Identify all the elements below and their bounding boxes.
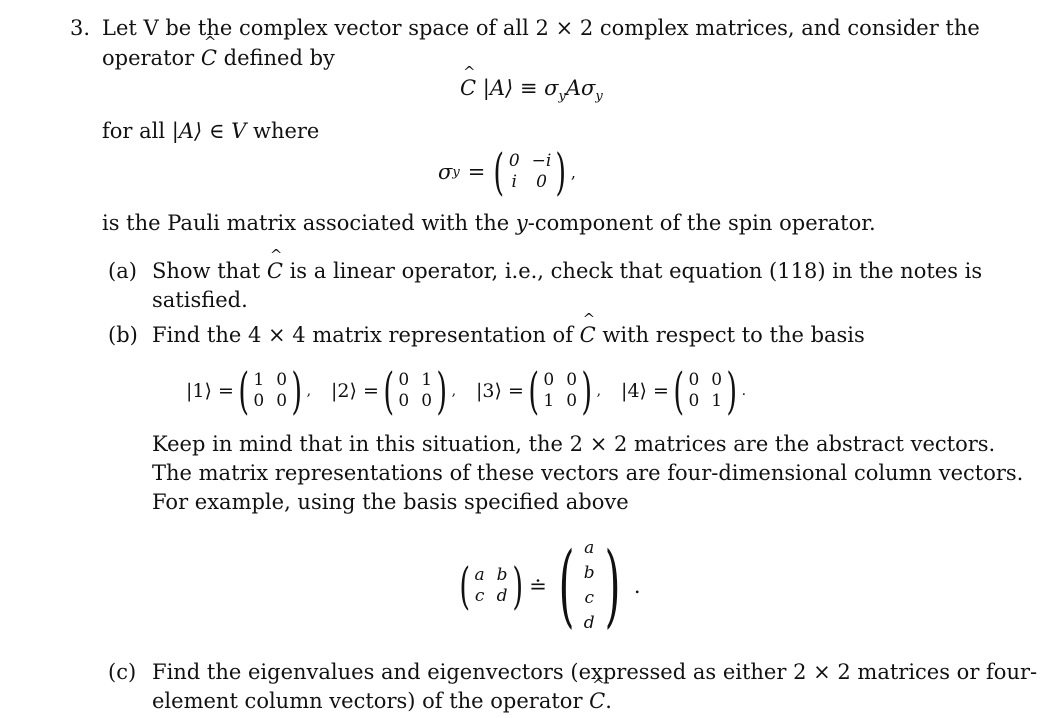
part-a-text-b: is a linear operator, i.e., check that equation (118) in the notes is bbox=[289, 259, 983, 283]
def-sub-y2: y bbox=[595, 89, 603, 105]
left-paren: ( bbox=[238, 362, 249, 420]
column-entry: d bbox=[583, 613, 595, 633]
doteq-symbol: ≐ bbox=[529, 574, 547, 598]
basis-ket-label: |3⟩ = bbox=[476, 380, 524, 402]
matrix-entry: 0 bbox=[566, 391, 578, 411]
intro-operator-word: operator bbox=[102, 46, 195, 70]
matrix-entry: 0 bbox=[566, 370, 578, 390]
right-paren: ) bbox=[726, 362, 738, 420]
basis-sep: , bbox=[306, 383, 312, 399]
part-b-text-a: Find the 4 × 4 matrix representation of bbox=[152, 323, 573, 347]
basis-sep: . bbox=[741, 383, 747, 399]
matrix-entry: a bbox=[474, 565, 485, 585]
right-paren: ) bbox=[555, 143, 567, 201]
pauli-text-b: -component of the spin operator. bbox=[527, 211, 876, 235]
part-c-c-hat: ^ C bbox=[589, 689, 605, 713]
def-sub-y1: y bbox=[558, 89, 566, 105]
right-paren: ) bbox=[291, 362, 303, 420]
matrix-entry: 0 bbox=[276, 370, 288, 390]
part-c-period: . bbox=[605, 689, 612, 713]
matrix-entry: 0 bbox=[711, 370, 723, 390]
example-equation bbox=[455, 527, 641, 645]
example-matrix bbox=[475, 565, 508, 607]
problem-number: 3. bbox=[70, 16, 91, 40]
part-b-c-hat: ^ C bbox=[580, 323, 596, 347]
matrix-entry: 0 bbox=[508, 151, 520, 171]
part-b-label: (b) bbox=[108, 323, 138, 347]
intro-line-1: Let V be the complex vector space of all 2 × 2 complex matrices, and consider the bbox=[102, 16, 980, 40]
part-a-text-a: Show that bbox=[152, 259, 261, 283]
part-c-text-a: element column vectors) of the operator bbox=[152, 689, 583, 713]
basis-ket-4 bbox=[621, 362, 747, 420]
matrix-entry: 1 bbox=[543, 391, 555, 411]
sigma-sub-y: y bbox=[452, 164, 460, 180]
intro-defined-by: defined by bbox=[223, 46, 335, 70]
part-c-label: (c) bbox=[108, 660, 137, 684]
basis-sep: , bbox=[596, 383, 602, 399]
for-all-where: where bbox=[252, 119, 320, 143]
left-paren: ( bbox=[673, 362, 685, 420]
matrix-entry: i bbox=[511, 172, 517, 192]
matrix-entry: 1 bbox=[421, 370, 433, 390]
matrix-entry: 0 bbox=[398, 391, 410, 411]
left-paren: ( bbox=[459, 557, 471, 615]
right-paren: ) bbox=[436, 362, 448, 420]
basis-ket-3 bbox=[476, 362, 602, 420]
basis-sep: , bbox=[451, 383, 457, 399]
basis-ket-label: |1⟩ = bbox=[186, 380, 234, 402]
intro-line-2 bbox=[102, 46, 335, 70]
example-column bbox=[584, 536, 595, 636]
column-entry: b bbox=[583, 563, 595, 583]
basis-ket-2 bbox=[331, 362, 457, 420]
pauli-text-a: is the Pauli matrix associated with the bbox=[102, 211, 510, 235]
part-b-para-line-2: The matrix representations of these vectors are four-dimensional column vectors. bbox=[152, 461, 1024, 485]
part-c-line-2 bbox=[152, 689, 612, 713]
part-c-line-1: Find the eigenvalues and eigenvectors (expressed as either 2 × 2 matrices or four- bbox=[152, 660, 1038, 684]
sigma-equals: = bbox=[467, 160, 486, 184]
right-paren: ) bbox=[604, 533, 621, 638]
part-b-text-b: with respect to the basis bbox=[602, 323, 865, 347]
basis-matrix bbox=[398, 370, 432, 412]
left-paren: ( bbox=[528, 362, 540, 420]
part-a-line-1 bbox=[152, 259, 982, 283]
part-a-label: (a) bbox=[108, 259, 137, 283]
left-paren: ( bbox=[383, 362, 395, 420]
matrix-entry: b bbox=[496, 565, 508, 585]
basis-ket-label: |4⟩ = bbox=[621, 380, 669, 402]
matrix-entry: 0 bbox=[253, 391, 265, 411]
operator-c-hat: ^ C bbox=[201, 46, 217, 70]
part-b-line-1 bbox=[152, 323, 865, 347]
column-entry: a bbox=[584, 538, 595, 558]
matrix-entry: 0 bbox=[536, 172, 547, 192]
matrix-entry: 1 bbox=[253, 370, 265, 390]
basis-matrix bbox=[543, 370, 577, 412]
sigma-lhs: σ bbox=[438, 160, 453, 184]
def-c-hat: ^ C bbox=[460, 76, 476, 100]
basis-row bbox=[186, 362, 746, 420]
matrix-entry: 0 bbox=[688, 391, 700, 411]
left-paren: ( bbox=[493, 143, 505, 201]
matrix-entry: 0 bbox=[543, 370, 555, 390]
right-paren: ) bbox=[581, 362, 593, 420]
def-eq-lhs: |A⟩ ≡ σ bbox=[482, 76, 559, 100]
for-all-set: |A⟩ ∈ V bbox=[171, 119, 247, 143]
basis-ket-label: |2⟩ = bbox=[331, 380, 379, 402]
matrix-entry: 0 bbox=[421, 391, 433, 411]
def-eq-sigma: σ bbox=[581, 76, 596, 100]
basis-matrix bbox=[253, 370, 287, 412]
matrix-entry: −i bbox=[531, 151, 552, 171]
sigma-comma: , bbox=[570, 162, 576, 182]
basis-ket-1 bbox=[186, 362, 312, 420]
sigma-matrix bbox=[509, 151, 552, 193]
matrix-entry: 0 bbox=[398, 370, 410, 390]
part-b-para-line-1: Keep in mind that in this situation, the 2 × 2 matrices are the abstract vectors. bbox=[152, 432, 996, 456]
pauli-sentence bbox=[102, 211, 876, 235]
basis-matrix bbox=[688, 370, 722, 412]
matrix-entry: d bbox=[496, 586, 508, 606]
matrix-entry: 0 bbox=[688, 370, 700, 390]
definition-equation bbox=[460, 76, 603, 104]
matrix-entry: c bbox=[474, 586, 485, 606]
def-eq-A: A bbox=[565, 76, 582, 100]
right-paren: ) bbox=[511, 557, 523, 615]
part-a-line-2: satisfied. bbox=[152, 288, 248, 312]
part-b-para-line-3: For example, using the basis specified above bbox=[152, 490, 629, 514]
matrix-entry: 1 bbox=[711, 391, 723, 411]
part-a-c-hat: ^ C bbox=[267, 259, 283, 283]
column-entry: c bbox=[584, 588, 594, 608]
matrix-entry: 0 bbox=[276, 391, 288, 411]
sigma-y-equation bbox=[438, 142, 576, 202]
pauli-y: y bbox=[515, 211, 528, 235]
for-all-word: for all bbox=[102, 119, 166, 143]
example-period: . bbox=[633, 574, 641, 598]
left-paren: ( bbox=[558, 533, 575, 638]
for-all-line bbox=[102, 119, 319, 143]
